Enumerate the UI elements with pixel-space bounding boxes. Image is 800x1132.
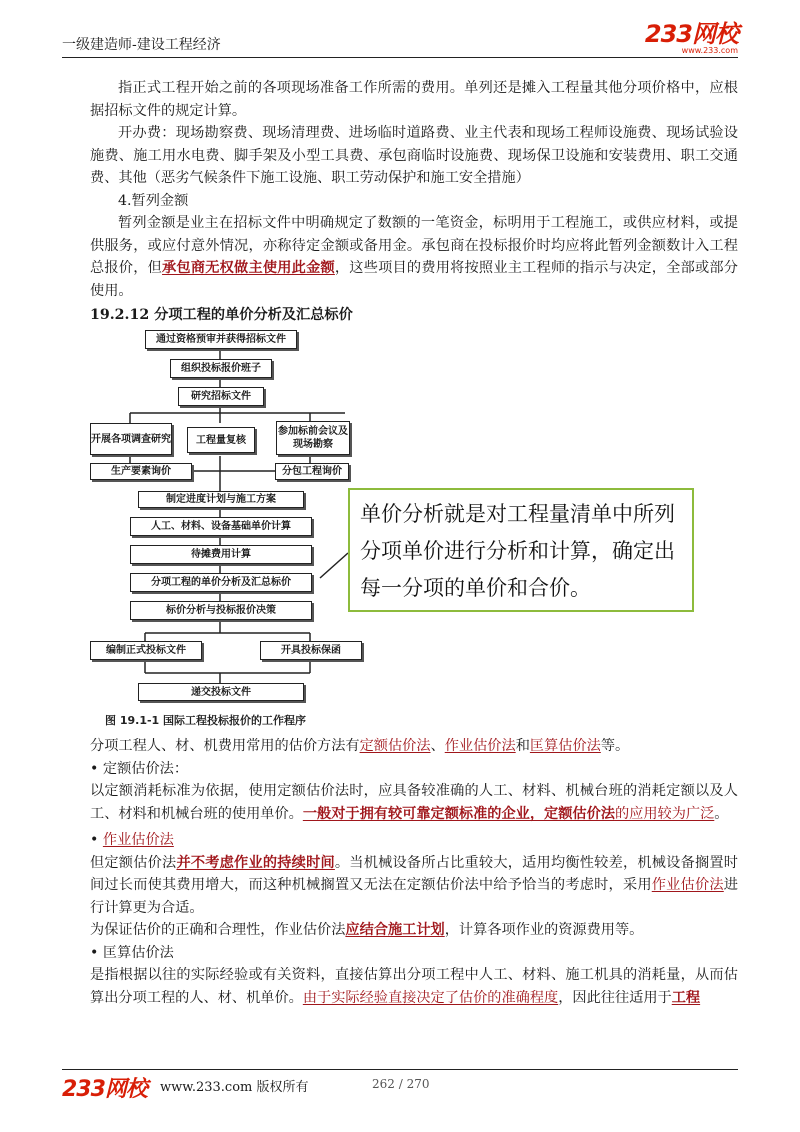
header-divider [62, 57, 738, 58]
paragraph: 指正式工程开始之前的各项现场准备工作所需的费用。单列还是摊入工程量其他分项价格中，应根据招标文件的规定计算。 [90, 80, 738, 119]
paragraph: 但定额估价法并不考虑作业的持续时间。当机械设备所占比重较大，适用均衡性较差，机械设备搁置时间过长而使其费用增大，而这种机械搁置又无法在定额估价法中给予恰当的考虑时，采用作业估价法进行计算更为合适。 [90, 854, 738, 916]
paragraph: 分项工程人、材、机费用常用的估价方法有定额估价法、作业估价法和匡算估价法等。 [90, 738, 630, 754]
flow-node-bid-bond: 开具投标保函 [260, 641, 362, 660]
callout-note: 单价分析就是对工程量清单中所列分项单价进行分析和计算，确定出每一分项的单价和合价。 [348, 488, 694, 612]
brand-logo: 233网校 www.233.com [644, 20, 738, 55]
flow-node-study-docs: 研究招标文件 [178, 387, 264, 406]
paragraph: 开办费：现场勘察费、现场清理费、进场临时道路费、业主代表和现场工程师设施费、现场试验设施费、施工用水电费、脚手架及小型工具费、承包商临时设施费、现场保卫设施和安装费用、职工交通费、其他（恶劣气候条件下施工设施、职工劳动保护和施工安全措施） [90, 125, 738, 186]
flowchart [90, 323, 710, 713]
top-section [90, 77, 738, 324]
flow-node-subcontract-inquiry: 分包工程询价 [275, 463, 349, 480]
paragraph: 暂列金额是业主在招标文件中明确规定了数额的一笔资金，标明用于工程施工，或供应材料，或提供服务，或应付意外情况，亦称待定金额或备用金。承包商在投标报价时均应将此暂列金额数计入工程总报价，但承包商无权做主使用此金额，这些项目的费用将按照业主工程师的指示与决定，全部或部分使用。 [90, 215, 738, 299]
header-title: 一级建造师-建设工程经济 [62, 37, 221, 53]
paragraph: 为保证估价的正确和合理性，作业估价法应结合施工计划，计算各项作业的资源费用等。 [90, 922, 644, 938]
highlight-text: 承包商无权做主使用此金额 [162, 260, 335, 276]
bottom-section [90, 735, 738, 1009]
bullet-item: • 匡算估价法 [90, 944, 174, 961]
footer-copyright: www.233.com 版权所有 [160, 1080, 309, 1095]
footer-logo: 233网校 [62, 1077, 147, 1102]
flow-node-site-survey: 参加标前会议及现场勘察 [276, 421, 350, 455]
paragraph: 以定额消耗标准为依据，使用定额估价法时，应具备较准确的人工、材料、机械台班的消耗定额以及人工、材料和机械台班的使用单价。一般对于拥有较可靠定额标准的企业，定额估价法的应用较为广泛。 [90, 783, 738, 822]
bullet-item: • 定额估价法： [90, 760, 189, 777]
flow-node-prequalification: 通过资格预审并获得招标文件 [145, 330, 297, 349]
flow-node-factor-inquiry: 生产要素询价 [90, 463, 192, 480]
flow-node-schedule-plan: 制定进度计划与施工方案 [138, 491, 304, 508]
flow-node-bid-decision: 标价分析与投标报价决策 [130, 601, 312, 620]
bullet-item: • 作业估价法 [90, 832, 174, 848]
flow-node-apportioned-cost: 待摊费用计算 [130, 545, 312, 564]
flow-node-bid-document: 编制正式投标文件 [90, 641, 202, 660]
flow-node-submit-bid: 递交投标文件 [138, 683, 304, 701]
section-heading: 19.2.12 分项工程的单价分析及汇总标价 [90, 307, 353, 323]
flow-node-unit-price-calc: 人工、材料、设备基础单价计算 [130, 517, 312, 536]
paragraph: 是指根据以往的实际经验或有关资料，直接估算出分项工程中人工、材料、施工机具的消耗量，从而估算出分项工程的人、材、机单价。由于实际经验直接决定了估价的准确程度，因此往往适用于工程 [90, 967, 738, 1006]
flow-node-unit-analysis: 分项工程的单价分析及汇总标价 [130, 573, 312, 592]
footer-divider [62, 1069, 738, 1070]
page-number: 262 / 270 [372, 1077, 430, 1091]
flow-node-quantity-check: 工程量复核 [187, 427, 255, 453]
figure-caption: 图 19.1-1 国际工程投标报价的工作程序 [105, 714, 307, 727]
flow-node-team: 组织投标报价班子 [170, 359, 272, 378]
flow-node-investigation: 开展各项调查研究 [90, 423, 172, 455]
paragraph: 4.暂列金额 [118, 192, 189, 209]
